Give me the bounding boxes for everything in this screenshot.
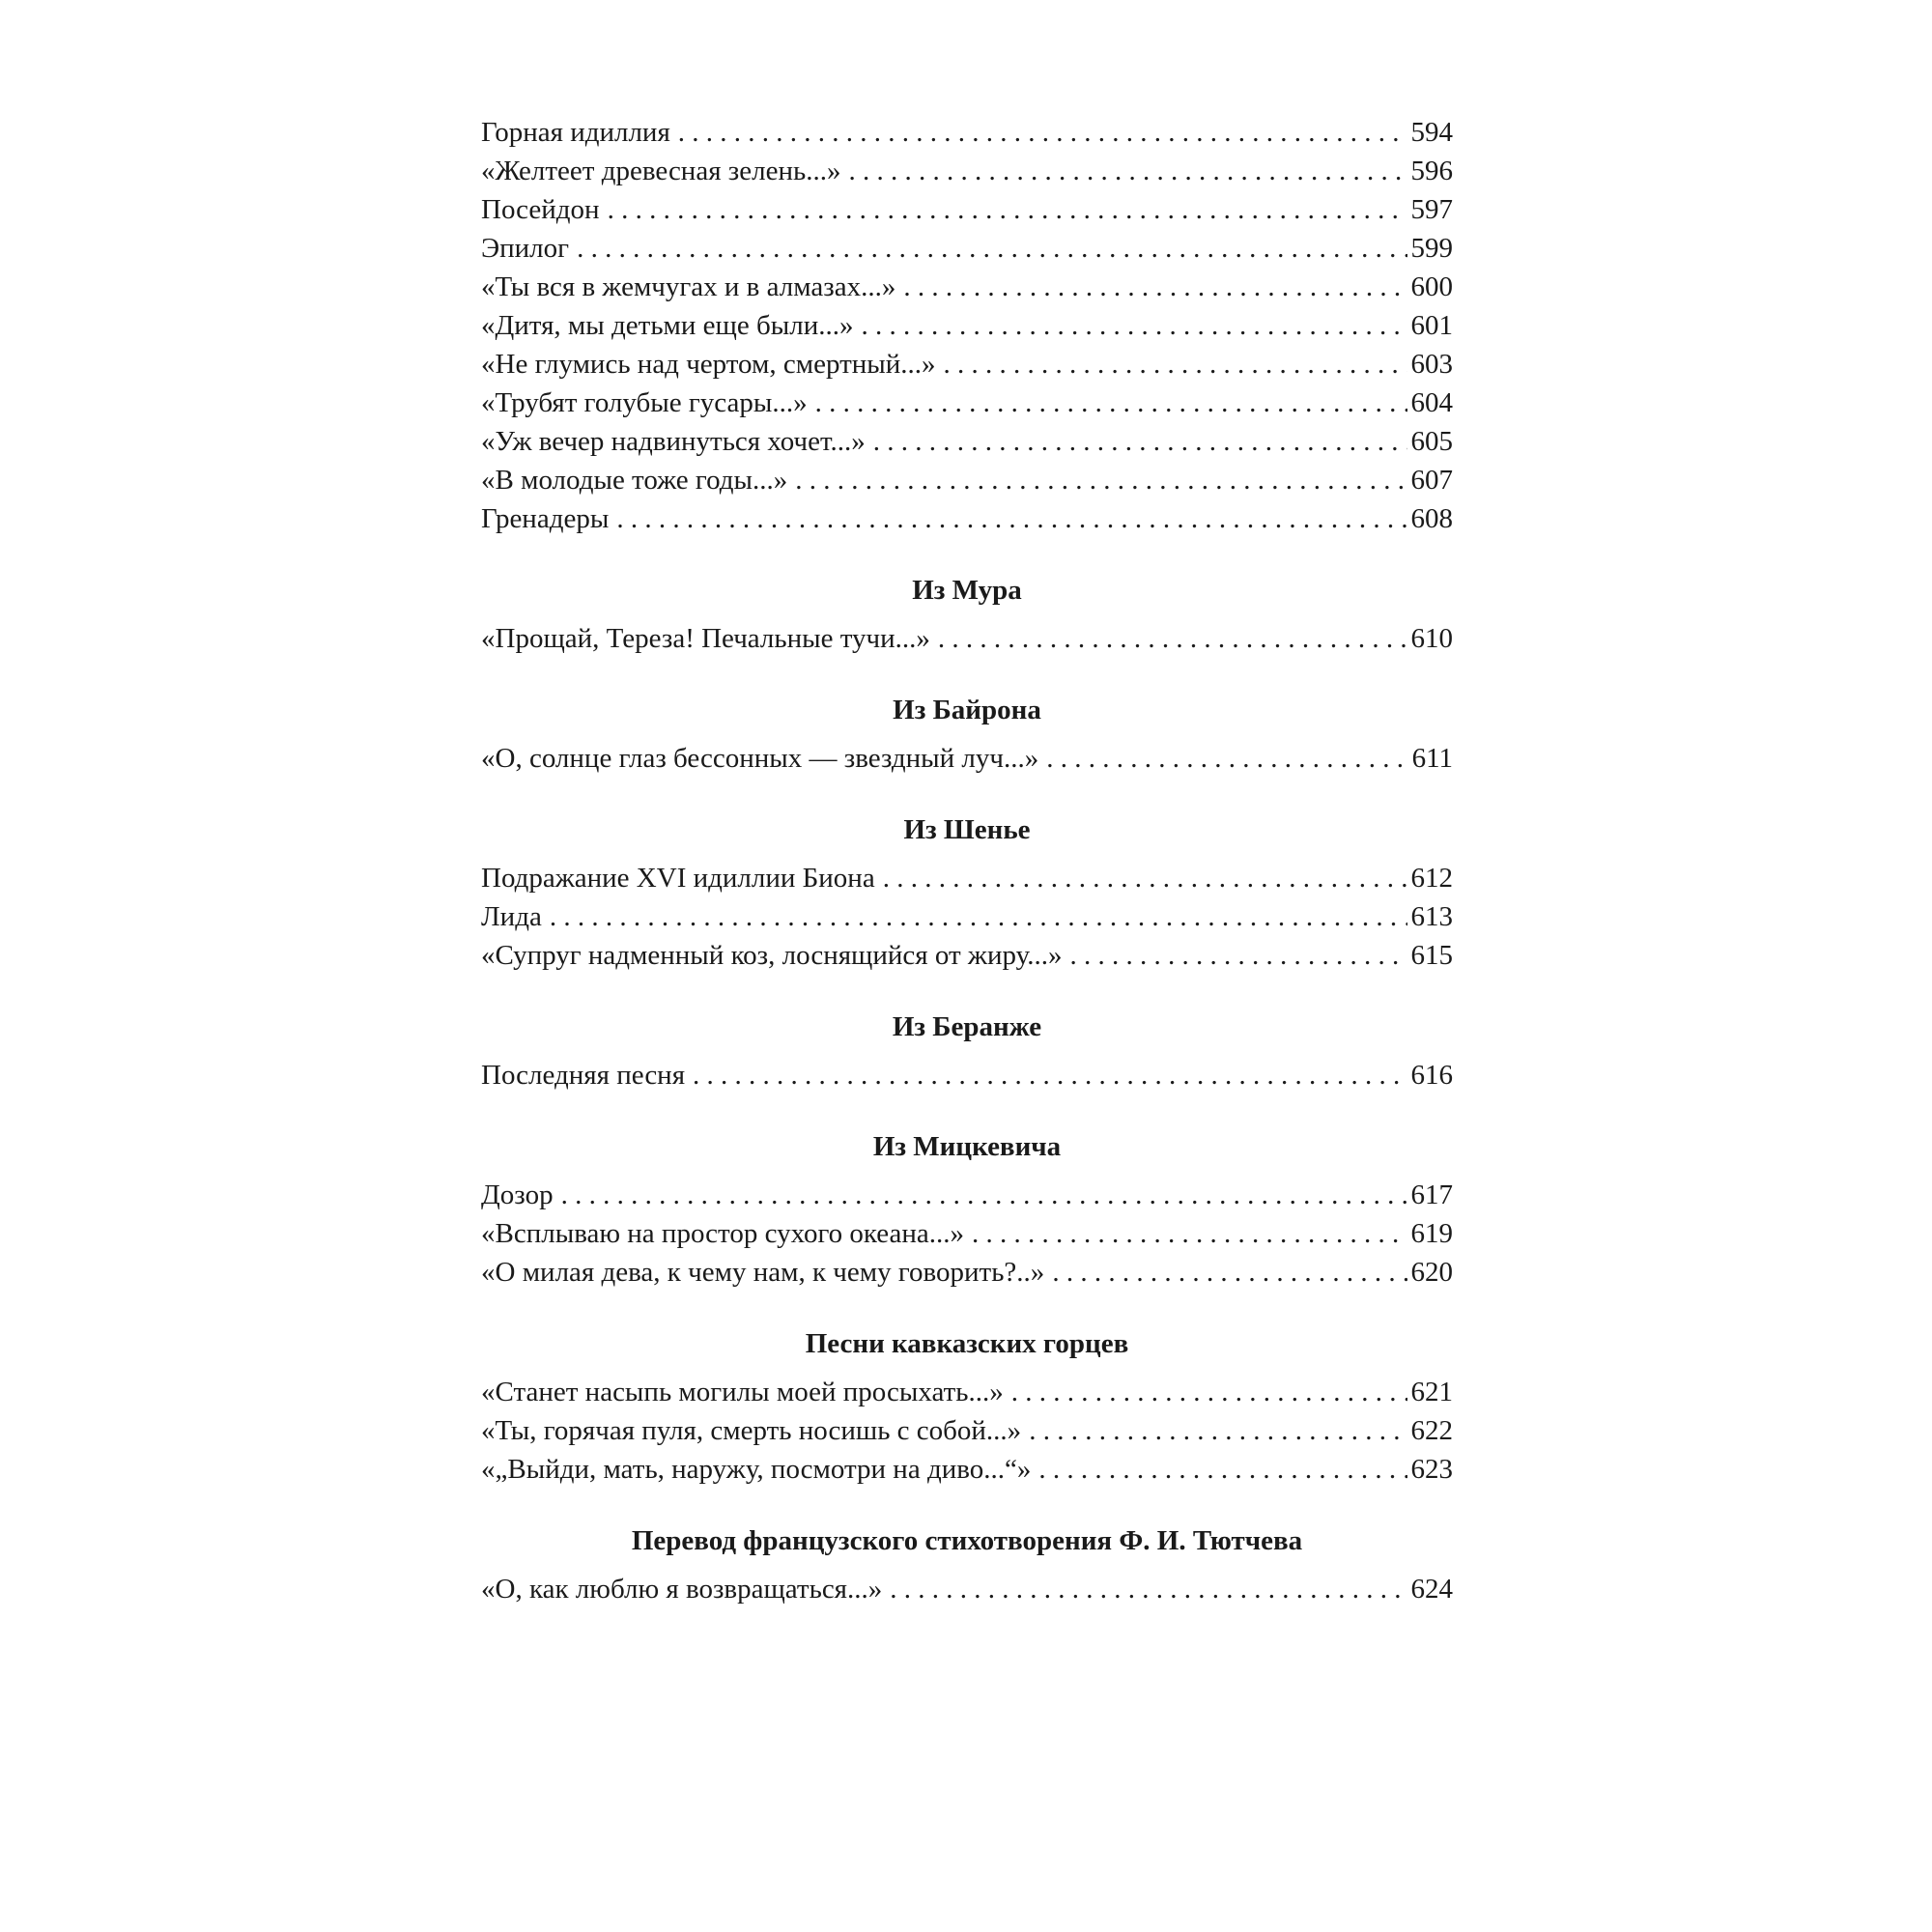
group-title: Из Мицкевича (872, 1131, 1062, 1162)
toc-entry (481, 739, 1453, 778)
toc-group (481, 1324, 1453, 1489)
entry-title: Дозор (481, 1179, 554, 1210)
toc-entry (481, 1373, 1453, 1411)
entry-page: 601 (1410, 310, 1453, 341)
entry-page: 604 (1410, 387, 1453, 418)
entry-title: «Прощай, Тереза! Печальные тучи...» (481, 623, 930, 654)
entry-page: 620 (1410, 1257, 1453, 1288)
entry-title: «Желтеет древесная зелень...» (481, 156, 841, 186)
dot-leader (890, 1570, 1406, 1608)
entry-title: «О милая дева, к чему нам, к чему говорить?..» (481, 1257, 1045, 1288)
toc-entry (481, 499, 1453, 538)
entry-page: 617 (1410, 1179, 1453, 1210)
toc-entry (481, 461, 1453, 499)
toc-entry (481, 1176, 1453, 1214)
dot-leader (883, 859, 1407, 897)
entry-title: «Станет насыпь могилы моей просыхать...» (481, 1377, 1004, 1407)
toc-entry (481, 1056, 1453, 1094)
dot-leader (1069, 936, 1406, 975)
toc-entry (481, 190, 1453, 229)
entry-page: 608 (1410, 503, 1453, 534)
entry-page: 610 (1410, 623, 1453, 654)
entry-page: 594 (1410, 117, 1453, 148)
entry-title: «Супруг надменный коз, лоснящийся от жиру...» (481, 940, 1063, 971)
toc-entry (481, 1214, 1453, 1253)
entry-page: 616 (1410, 1060, 1453, 1091)
dot-leader (693, 1056, 1406, 1094)
entry-title: Лида (481, 901, 542, 932)
dot-leader (795, 461, 1406, 499)
entry-title: Горная идиллия (481, 117, 670, 148)
toc-entry (481, 152, 1453, 190)
entry-title: «Уж вечер надвинуться хочет...» (481, 426, 866, 457)
toc-group (481, 571, 1453, 658)
toc-entry (481, 936, 1453, 975)
entry-title: «Трубят голубые гусары...» (481, 387, 808, 418)
entry-page: 611 (1411, 743, 1453, 774)
toc-entries (481, 1056, 1453, 1094)
entry-page: 603 (1410, 349, 1453, 380)
group-title: Из Беранже (892, 1011, 1042, 1042)
toc-group (481, 113, 1453, 538)
dot-leader (1011, 1373, 1407, 1411)
toc-entry (481, 1411, 1453, 1450)
entry-page: 597 (1410, 194, 1453, 225)
toc-entry (481, 619, 1453, 658)
dot-leader (561, 1176, 1407, 1214)
toc-group (481, 1008, 1453, 1094)
toc-entry (481, 897, 1453, 936)
toc-group (481, 691, 1453, 778)
dot-leader (873, 422, 1407, 461)
entry-page: 619 (1410, 1218, 1453, 1249)
entry-title: «О, как люблю я возвращаться...» (481, 1574, 883, 1605)
toc-entries (481, 739, 1453, 778)
dot-leader (608, 190, 1407, 229)
toc-entry (481, 1570, 1453, 1608)
entry-page: 621 (1410, 1377, 1453, 1407)
dot-leader (616, 499, 1406, 538)
table-of-contents (481, 113, 1453, 1608)
toc-entries (481, 1176, 1453, 1292)
entry-page: 615 (1410, 940, 1453, 971)
dot-leader (678, 113, 1407, 152)
toc-entries (481, 859, 1453, 975)
entry-title: «Всплываю на простор сухого океана...» (481, 1218, 964, 1249)
entry-title: «„Выйди, мать, наружу, посмотри на диво...“» (481, 1454, 1032, 1485)
toc-entry (481, 113, 1453, 152)
entry-page: 612 (1410, 863, 1453, 894)
toc-entries (481, 1373, 1453, 1489)
entry-page: 624 (1410, 1574, 1453, 1605)
group-title: Из Мура (912, 575, 1022, 606)
entry-title: «В молодые тоже годы...» (481, 465, 788, 496)
toc-entry (481, 1450, 1453, 1489)
toc-entries (481, 113, 1453, 538)
toc-group (481, 810, 1453, 975)
dot-leader (903, 268, 1406, 306)
dot-leader (1052, 1253, 1406, 1292)
entry-title: «Ты, горячая пуля, смерть носишь с собой...» (481, 1415, 1022, 1446)
group-title: Из Байрона (893, 695, 1041, 725)
dot-leader (1038, 1450, 1406, 1489)
entry-page: 622 (1410, 1415, 1453, 1446)
entry-page: 600 (1410, 271, 1453, 302)
toc-entries (481, 619, 1453, 658)
entry-page: 613 (1410, 901, 1453, 932)
toc-entry (481, 345, 1453, 384)
entry-title: Последняя песня (481, 1060, 686, 1091)
toc-group (481, 1521, 1453, 1608)
group-title: Из Шенье (903, 814, 1031, 845)
toc-entry (481, 268, 1453, 306)
entry-page: 596 (1410, 156, 1453, 186)
entry-title: Гренадеры (481, 503, 610, 534)
toc-entry (481, 422, 1453, 461)
dot-leader (577, 229, 1406, 268)
entry-page: 623 (1410, 1454, 1453, 1485)
toc-entry (481, 384, 1453, 422)
dot-leader (861, 306, 1406, 345)
entry-title: «Ты вся в жемчугах и в алмазах...» (481, 271, 896, 302)
dot-leader (550, 897, 1407, 936)
dot-leader (1046, 739, 1407, 778)
toc-entry (481, 229, 1453, 268)
toc-group (481, 1127, 1453, 1292)
dot-leader (938, 619, 1407, 658)
entry-title: «О, солнце глаз бессонных — звездный луч...» (481, 743, 1039, 774)
entry-title: Посейдон (481, 194, 600, 225)
entry-title: «Дитя, мы детьми еще были...» (481, 310, 854, 341)
dot-leader (1029, 1411, 1406, 1450)
entry-title: «Не глумись над чертом, смертный...» (481, 349, 936, 380)
dot-leader (944, 345, 1407, 384)
dot-leader (972, 1214, 1407, 1253)
entry-title: Подражание XVI идиллии Биона (481, 863, 875, 894)
dot-leader (848, 152, 1406, 190)
toc-entry (481, 859, 1453, 897)
dot-leader (815, 384, 1407, 422)
entry-page: 605 (1410, 426, 1453, 457)
group-title: Перевод французского стихотворения Ф. И. Тютчева (631, 1525, 1303, 1556)
entry-page: 607 (1410, 465, 1453, 496)
toc-entry (481, 306, 1453, 345)
group-title: Песни кавказских горцев (805, 1328, 1129, 1359)
toc-entries (481, 1570, 1453, 1608)
entry-page: 599 (1410, 233, 1453, 264)
toc-entry (481, 1253, 1453, 1292)
entry-title: Эпилог (481, 233, 570, 264)
